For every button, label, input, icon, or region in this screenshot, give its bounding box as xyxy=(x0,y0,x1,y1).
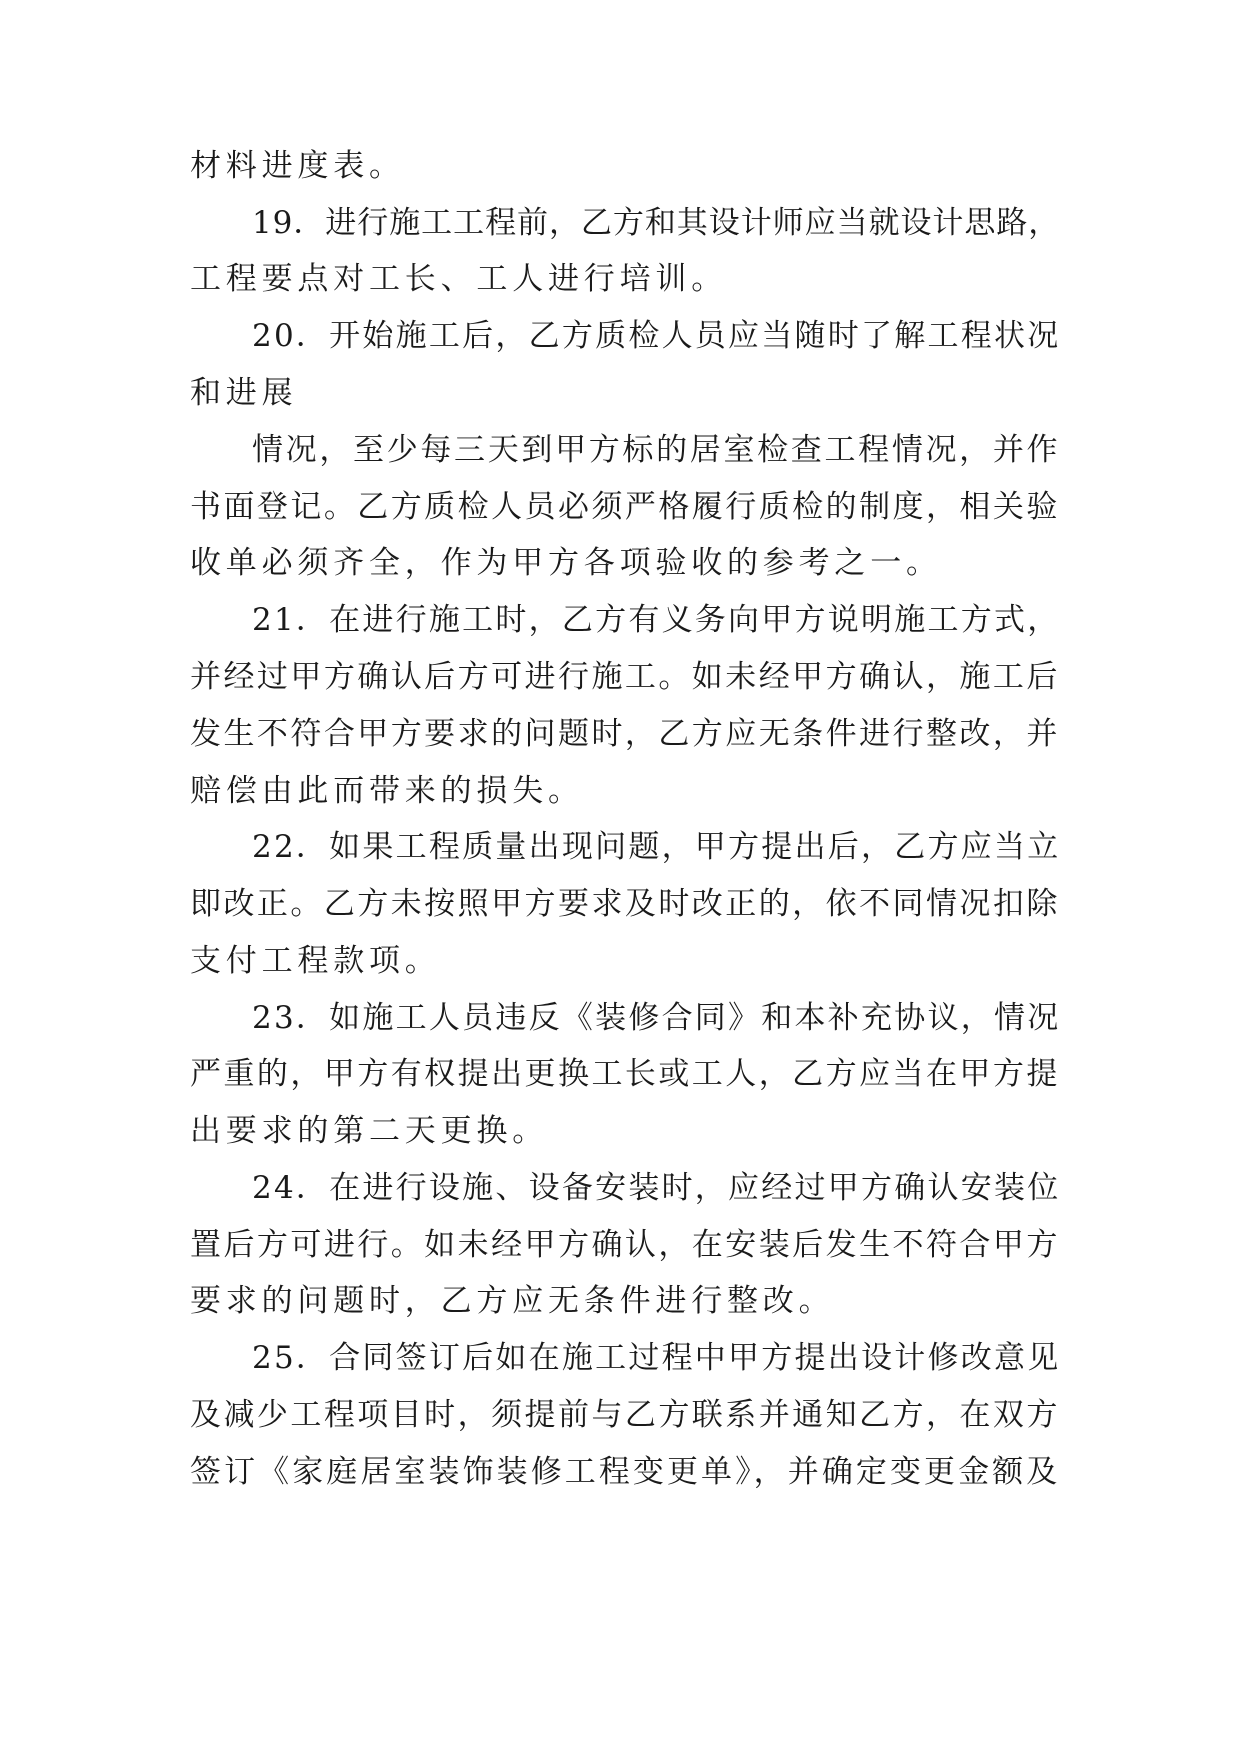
text-line: 20．开始施工后，乙方质检人员应当随时了解工程状况 xyxy=(252,318,1061,354)
text-line: 出要求的第二天更换。 xyxy=(190,1113,548,1149)
text-line: 严重的，甲方有权提出更换工长或工人，乙方应当在甲方提 xyxy=(190,1056,1060,1092)
text-line: 签订《家庭居室装饰装修工程变更单》，并确定变更金额及 xyxy=(190,1454,1061,1490)
text-line: 23．如施工人员违反《装修合同》和本补充协议，情况 xyxy=(252,1000,1061,1036)
text-line: 和进展 xyxy=(190,375,298,411)
text-line: 工程要点对工长、工人进行培训。 xyxy=(190,261,727,297)
text-line: 赔偿由此而带来的损失。 xyxy=(190,773,584,809)
text-line: 材料进度表。 xyxy=(190,148,405,184)
text-line: 情况，至少每三天到甲方标的居室检查工程情况，并作 xyxy=(252,432,1061,468)
text-line: 22．如果工程质量出现问题，甲方提出后，乙方应当立 xyxy=(252,829,1061,865)
text-line: 要求的问题时，乙方应无条件进行整改。 xyxy=(190,1283,835,1319)
text-line: 收单必须齐全，作为甲方各项验收的参考之一。 xyxy=(190,545,942,581)
text-line: 支付工程款项。 xyxy=(190,943,441,979)
text-line: 书面登记。乙方质检人员必须严格履行质检的制度，相关验 xyxy=(190,489,1060,525)
text-line: 24．在进行设施、设备安装时，应经过甲方确认安装位 xyxy=(252,1170,1061,1206)
text-line: 发生不符合甲方要求的问题时，乙方应无条件进行整改，并 xyxy=(190,716,1060,752)
text-line: 19．进行施工工程前，乙方和其设计师应当就设计思路， xyxy=(252,205,1061,241)
text-line: 置后方可进行。如未经甲方确认，在安装后发生不符合甲方 xyxy=(190,1227,1060,1263)
text-line: 并经过甲方确认后方可进行施工。如未经甲方确认，施工后 xyxy=(190,659,1060,695)
text-line: 21．在进行施工时，乙方有义务向甲方说明施工方式， xyxy=(252,602,1061,638)
text-line: 25．合同签订后如在施工过程中甲方提出设计修改意见 xyxy=(252,1340,1061,1376)
text-line: 即改正。乙方未按照甲方要求及时改正的，依不同情况扣除 xyxy=(190,886,1060,922)
text-line: 及减少工程项目时，须提前与乙方联系并通知乙方，在双方 xyxy=(190,1397,1060,1433)
